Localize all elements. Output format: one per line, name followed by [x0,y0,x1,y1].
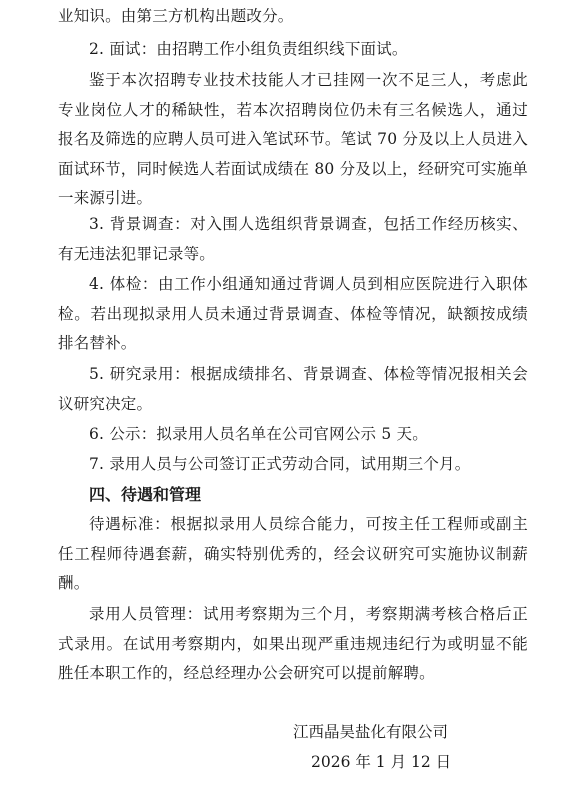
paragraph-staff-management: 录用人员管理：试用考察期为三个月，考察期满考核合格后正式录用。在试用考察期内，如果出现严重违规违纪行为或明显不能胜任本职工作的，经总经理办公会研究可以提前解聘。 [58,605,528,682]
signature-date: 2026 年 1 月 12 日 [311,753,452,771]
paragraph-background-check: 3. 背景调查：对入围人选组织背景调查，包括工作经历核实、有无违法犯罪记录等。 [58,215,528,263]
paragraph-exam-tail: 业知识。由第三方机构出题改分。 [58,7,294,25]
paragraph-salary-standard: 待遇标准：根据拟录用人员综合能力，可按主任工程师或副主任工程师待遇套薪，确实特别优秀的，经会议研究可实施协议制薪酬。 [58,515,528,592]
paragraph-contract: 7. 录用人员与公司签订正式劳动合同，试用期三个月。 [89,455,471,473]
paragraph-single-source: 鉴于本次招聘专业技术技能人才已挂网一次不足三人，考虑此专业岗位人才的稀缺性，若本次招聘岗位仍未有三名候选人，通过报名及筛选的应聘人员可进入笔试环节。笔试 70 分及以上人员进入面试环节，同时候选人若面试成绩在 80 分及以上，经研究可实施单一来源引进。 [58,71,528,207]
paragraph-interview: 2. 面试：由招聘工作小组负责组织线下面试。 [89,40,408,58]
signature-company: 江西晶昊盐化有限公司 [293,723,449,741]
paragraph-hiring-decision: 5. 研究录用：根据成绩排名、背景调查、体检等情况报相关会议研究决定。 [58,365,528,413]
paragraph-publicity: 6. 公示：拟录用人员名单在公司官网公示 5 天。 [89,425,428,443]
section-heading: 四、待遇和管理 [89,485,202,504]
paragraph-physical-exam: 4. 体检：由工作小组通知通过背调人员到相应医院进行入职体检。若出现拟录用人员未通过背景调查、体检等情况，缺额按成绩排名替补。 [58,275,528,352]
